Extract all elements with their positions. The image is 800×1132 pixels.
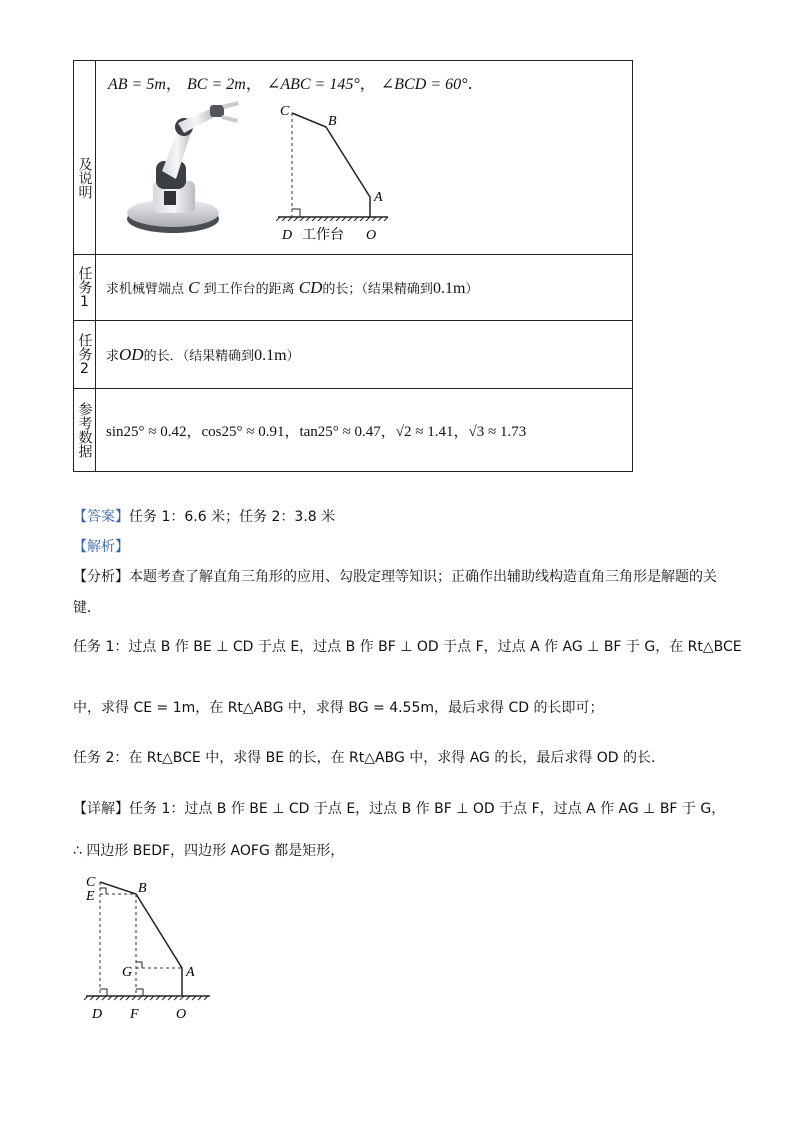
task2-segment: OD (119, 344, 144, 364)
header-task2 (74, 321, 96, 389)
task1-analysis-line2: 中，求得 CE = 1m，在 Rt△ABG 中，求得 BG = 4.55m，最后求得 CD 的长即可； (73, 700, 604, 716)
fig2-label-c: C (86, 875, 96, 890)
task1-precision: 0.1m (432, 279, 466, 297)
header-task1 (74, 255, 96, 321)
task2-analysis-line1: 任务 2：在 Rt△BCE 中，求得 BE 的长，在 Rt△ABG 中，求得 AG 的长，最后求得 OD 的长． (73, 750, 666, 766)
task1-point: C (188, 277, 200, 297)
fig2-label-g: G (122, 965, 133, 980)
given-bc: BC = 2m (187, 76, 246, 93)
reference-cell (96, 389, 633, 472)
given-end: . (467, 74, 473, 93)
detail-text-1: 任务 1：过点 B 作 BE ⊥ CD 于点 E，过点 B 作 BF ⊥ OD 于点 F，过点 A 作 AG ⊥ BF 于 G， (129, 801, 726, 817)
reference-data: sin25° ≈ 0.42，cos25° ≈ 0.91，tan25° ≈ 0.47，√2 ≈ 1.41，√3 ≈ 1.73 (106, 423, 527, 440)
analysis-line1 (73, 566, 717, 586)
fig2-label-o: O (176, 1007, 187, 1022)
analysis-line2: 键． (73, 600, 101, 616)
robot-arm-image (118, 101, 248, 241)
task1-close: ） (465, 281, 479, 297)
label-o: O (366, 228, 377, 243)
header-reference-text: 参考数据 (76, 402, 93, 458)
header-task2-text: 任务2 (76, 332, 93, 377)
given-sep-1: ， (165, 74, 182, 93)
answer-tag: 【答案】 (73, 509, 129, 525)
task1-cell (96, 255, 633, 321)
detail-line2: ∴ 四边形 BEDF，四边形 AOFG 都是矩形， (73, 843, 345, 859)
given-sep-3: ， (359, 74, 376, 93)
task-table (73, 60, 633, 472)
fig2-label-b: B (138, 881, 147, 896)
given-conditions (108, 71, 473, 94)
arm-diagram (276, 101, 406, 251)
header-reference (74, 389, 96, 472)
analysis-sub-tag: 【分析】 (73, 569, 129, 585)
task2-close: ） (286, 348, 300, 364)
given-ab: AB = 5m (108, 76, 166, 93)
label-a: A (374, 190, 383, 205)
task2-precision: 0.1m (254, 346, 287, 364)
label-bench: 工作台 (302, 227, 344, 243)
detail-line1 (73, 798, 725, 818)
answer-text: 任务 1：6.6 米；任务 2：3.8 米 (129, 509, 336, 525)
task2-cell (96, 321, 633, 389)
fig2-label-d: D (92, 1007, 103, 1022)
given-angle-abc: ∠ABC = 145° (266, 76, 360, 93)
task1-analysis-line1: 任务 1：过点 B 作 BE ⊥ CD 于点 E，过点 B 作 BF ⊥ OD 于点 F，过点 A 作 AG ⊥ BF 于 G，在 Rt△BCE (73, 639, 742, 655)
fig2-label-e: E (86, 889, 95, 904)
task2-text-pre: 求 (106, 348, 120, 364)
header-description (74, 61, 96, 255)
label-b: B (328, 114, 337, 129)
task1-text-post: 的长；（结果精确到 (322, 281, 433, 297)
task1-text-mid: 到工作台的距离 (203, 281, 295, 297)
task2-text-post: 的长．（结果精确到 (143, 348, 255, 364)
header-task1-text: 任务1 (76, 265, 93, 310)
header-description-text: 及说明 (76, 156, 93, 199)
fig2-label-a: A (186, 965, 195, 980)
analysis-text-1: 本题考查了解直角三角形的应用、勾股定理等知识；正确作出辅助线构造直角三角形是解题的关 (129, 569, 717, 585)
solution-figure (80, 868, 230, 1028)
description-cell (96, 61, 633, 255)
label-d: D (282, 228, 293, 243)
answer-line (73, 506, 335, 526)
analysis-tag: 【解析】 (73, 539, 129, 555)
fig2-label-f: F (130, 1007, 139, 1022)
given-sep-2: ， (245, 74, 262, 93)
given-angle-bcd: ∠BCD = 60° (380, 76, 468, 93)
detail-tag: 【详解】 (73, 801, 129, 817)
task1-segment: CD (298, 277, 323, 297)
label-c: C (280, 104, 290, 119)
task1-text-pre: 求机械臂端点 (106, 281, 185, 297)
